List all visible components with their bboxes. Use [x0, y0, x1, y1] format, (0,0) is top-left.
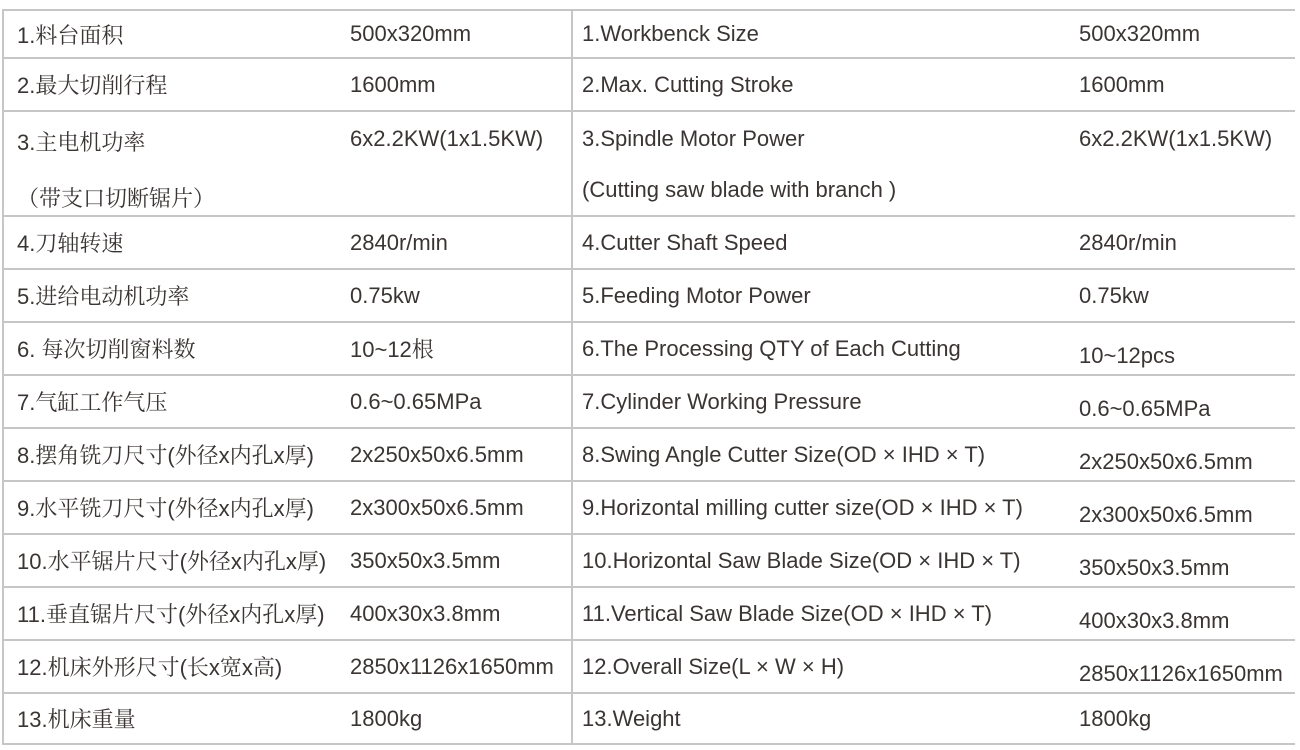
spec-name-en [571, 641, 1079, 692]
spec-name-zh-line1: 3.主电机功率 [17, 130, 146, 155]
spec-name-zh [4, 376, 350, 427]
spec-name-en-line1: 1.Workbenck Size [582, 21, 759, 46]
spec-value-zh: 350x50x3.5mm [350, 547, 501, 573]
spec-name-en [571, 217, 1079, 268]
spec-value-en: 1800kg [1079, 705, 1152, 731]
spec-value-zh: 500x320mm [350, 21, 472, 46]
spec-name-zh [4, 694, 350, 743]
spec-name-zh-line1: 7.气缸工作气压 [17, 390, 168, 415]
table-row [4, 112, 1295, 217]
table-row [4, 588, 1295, 641]
spec-name-en-line1: 9.Horizontal milling cutter size(OD × IHD × T) [582, 494, 1023, 520]
spec-value-en: 10~12pcs [1079, 342, 1176, 368]
spec-value-en: 0.75kw [1079, 282, 1149, 308]
table-row [4, 535, 1295, 588]
spec-value-zh: 400x30x3.8mm [350, 600, 501, 626]
spec-name-zh-line1: 11.垂直锯片尺寸(外径x内孔x厚) [17, 602, 325, 627]
spec-name-en [571, 11, 1079, 57]
spec-name-zh-line1: 10.水平锯片尺寸(外径x内孔x厚) [17, 549, 327, 574]
spec-name-en [571, 376, 1079, 427]
table-row [4, 376, 1295, 429]
spec-name-zh [4, 217, 350, 268]
spec-value-en: 6x2.2KW(1x1.5KW) [1079, 126, 1273, 151]
spec-name-en-line1: 10.Horizontal Saw Blade Size(OD × IHD × T) [582, 547, 1021, 573]
spec-value-en: 1600mm [1079, 71, 1165, 97]
spec-name-en-line1: 5.Feeding Motor Power [582, 282, 811, 308]
spec-name-zh [4, 323, 350, 374]
spec-value-zh: 0.75kw [350, 282, 420, 308]
spec-name-en-line1: 7.Cylinder Working Pressure [582, 388, 862, 414]
table-row [4, 217, 1295, 270]
spec-name-zh [4, 588, 350, 639]
spec-name-zh-line1: 8.摆角铣刀尺寸(外径x内孔x厚) [17, 443, 315, 468]
table-row [4, 482, 1295, 535]
table-row [4, 11, 1295, 59]
table-row [4, 270, 1295, 323]
table-row [4, 429, 1295, 482]
spec-name-en [571, 112, 1079, 215]
spec-name-zh [4, 112, 350, 215]
spec-name-zh [4, 641, 350, 692]
spec-name-zh [4, 59, 350, 110]
spec-name-zh [4, 11, 350, 57]
spec-name-zh-line1: 12.机床外形尺寸(长x宽x高) [17, 655, 283, 680]
spec-value-zh: 10~12根 [350, 337, 434, 362]
spec-value-zh: 2850x1126x1650mm [350, 653, 554, 679]
spec-name-zh-line1: 9.水平铣刀尺寸(外径x内孔x厚) [17, 496, 315, 521]
spec-name-en [571, 482, 1079, 533]
spec-value-en: 2x250x50x6.5mm [1079, 448, 1253, 474]
table-row [4, 59, 1295, 112]
spec-name-en-line1: 2.Max. Cutting Stroke [582, 71, 794, 97]
spec-value-zh: 1600mm [350, 71, 436, 97]
spec-name-en-line1: 12.Overall Size(L × W × H) [582, 653, 845, 679]
spec-name-en-line1: 3.Spindle Motor Power [582, 126, 805, 151]
spec-value-en: 500x320mm [1079, 21, 1201, 46]
spec-name-zh-line1: 4.刀轴转速 [17, 231, 124, 256]
spec-name-en [571, 59, 1079, 110]
spec-name-en-line1: 4.Cutter Shaft Speed [582, 229, 788, 255]
spec-value-en: 2x300x50x6.5mm [1079, 501, 1253, 527]
spec-name-en-line1: 8.Swing Angle Cutter Size(OD × IHD × T) [582, 441, 986, 467]
spec-value-zh: 2x300x50x6.5mm [350, 494, 524, 520]
spec-name-en [571, 270, 1079, 321]
table-row [4, 323, 1295, 376]
spec-name-en-line2: (Cutting saw blade with branch ) [582, 177, 897, 202]
spec-name-zh [4, 429, 350, 480]
spec-name-zh [4, 535, 350, 586]
spec-value-zh: 1800kg [350, 705, 423, 731]
spec-name-zh-line1: 13.机床重量 [17, 707, 136, 732]
table-row [4, 641, 1295, 694]
spec-name-en-line1: 6.The Processing QTY of Each Cutting [582, 335, 961, 361]
spec-value-zh: 2840r/min [350, 229, 448, 255]
spec-name-zh-line2: （带支口切断锯片） [17, 186, 216, 211]
spec-name-en [571, 429, 1079, 480]
spec-name-en [571, 535, 1079, 586]
spec-name-zh-line1: 2.最大切削行程 [17, 73, 168, 98]
spec-table [2, 9, 1295, 745]
spec-name-zh-line1: 5.进给电动机功率 [17, 284, 190, 309]
spec-value-en: 0.6~0.65MPa [1079, 395, 1211, 421]
spec-value-en: 350x50x3.5mm [1079, 554, 1230, 580]
spec-value-en: 2840r/min [1079, 229, 1177, 255]
spec-name-zh [4, 482, 350, 533]
spec-value-en: 2850x1126x1650mm [1079, 660, 1283, 686]
table-row [4, 694, 1295, 745]
spec-name-zh-line1: 1.料台面积 [17, 22, 124, 48]
spec-value-zh: 0.6~0.65MPa [350, 388, 482, 414]
spec-name-zh [4, 270, 350, 321]
spec-name-en [571, 323, 1079, 374]
spec-value-zh: 6x2.2KW(1x1.5KW) [350, 126, 544, 151]
spec-name-en-line1: 11.Vertical Saw Blade Size(OD × IHD × T) [582, 600, 993, 626]
spec-name-en-line1: 13.Weight [582, 705, 681, 731]
spec-value-zh: 2x250x50x6.5mm [350, 441, 524, 467]
spec-name-en [571, 694, 1079, 743]
spec-name-en [571, 588, 1079, 639]
spec-value-en: 400x30x3.8mm [1079, 607, 1230, 633]
spec-name-zh-line1: 6. 每次切削窗料数 [17, 337, 196, 362]
